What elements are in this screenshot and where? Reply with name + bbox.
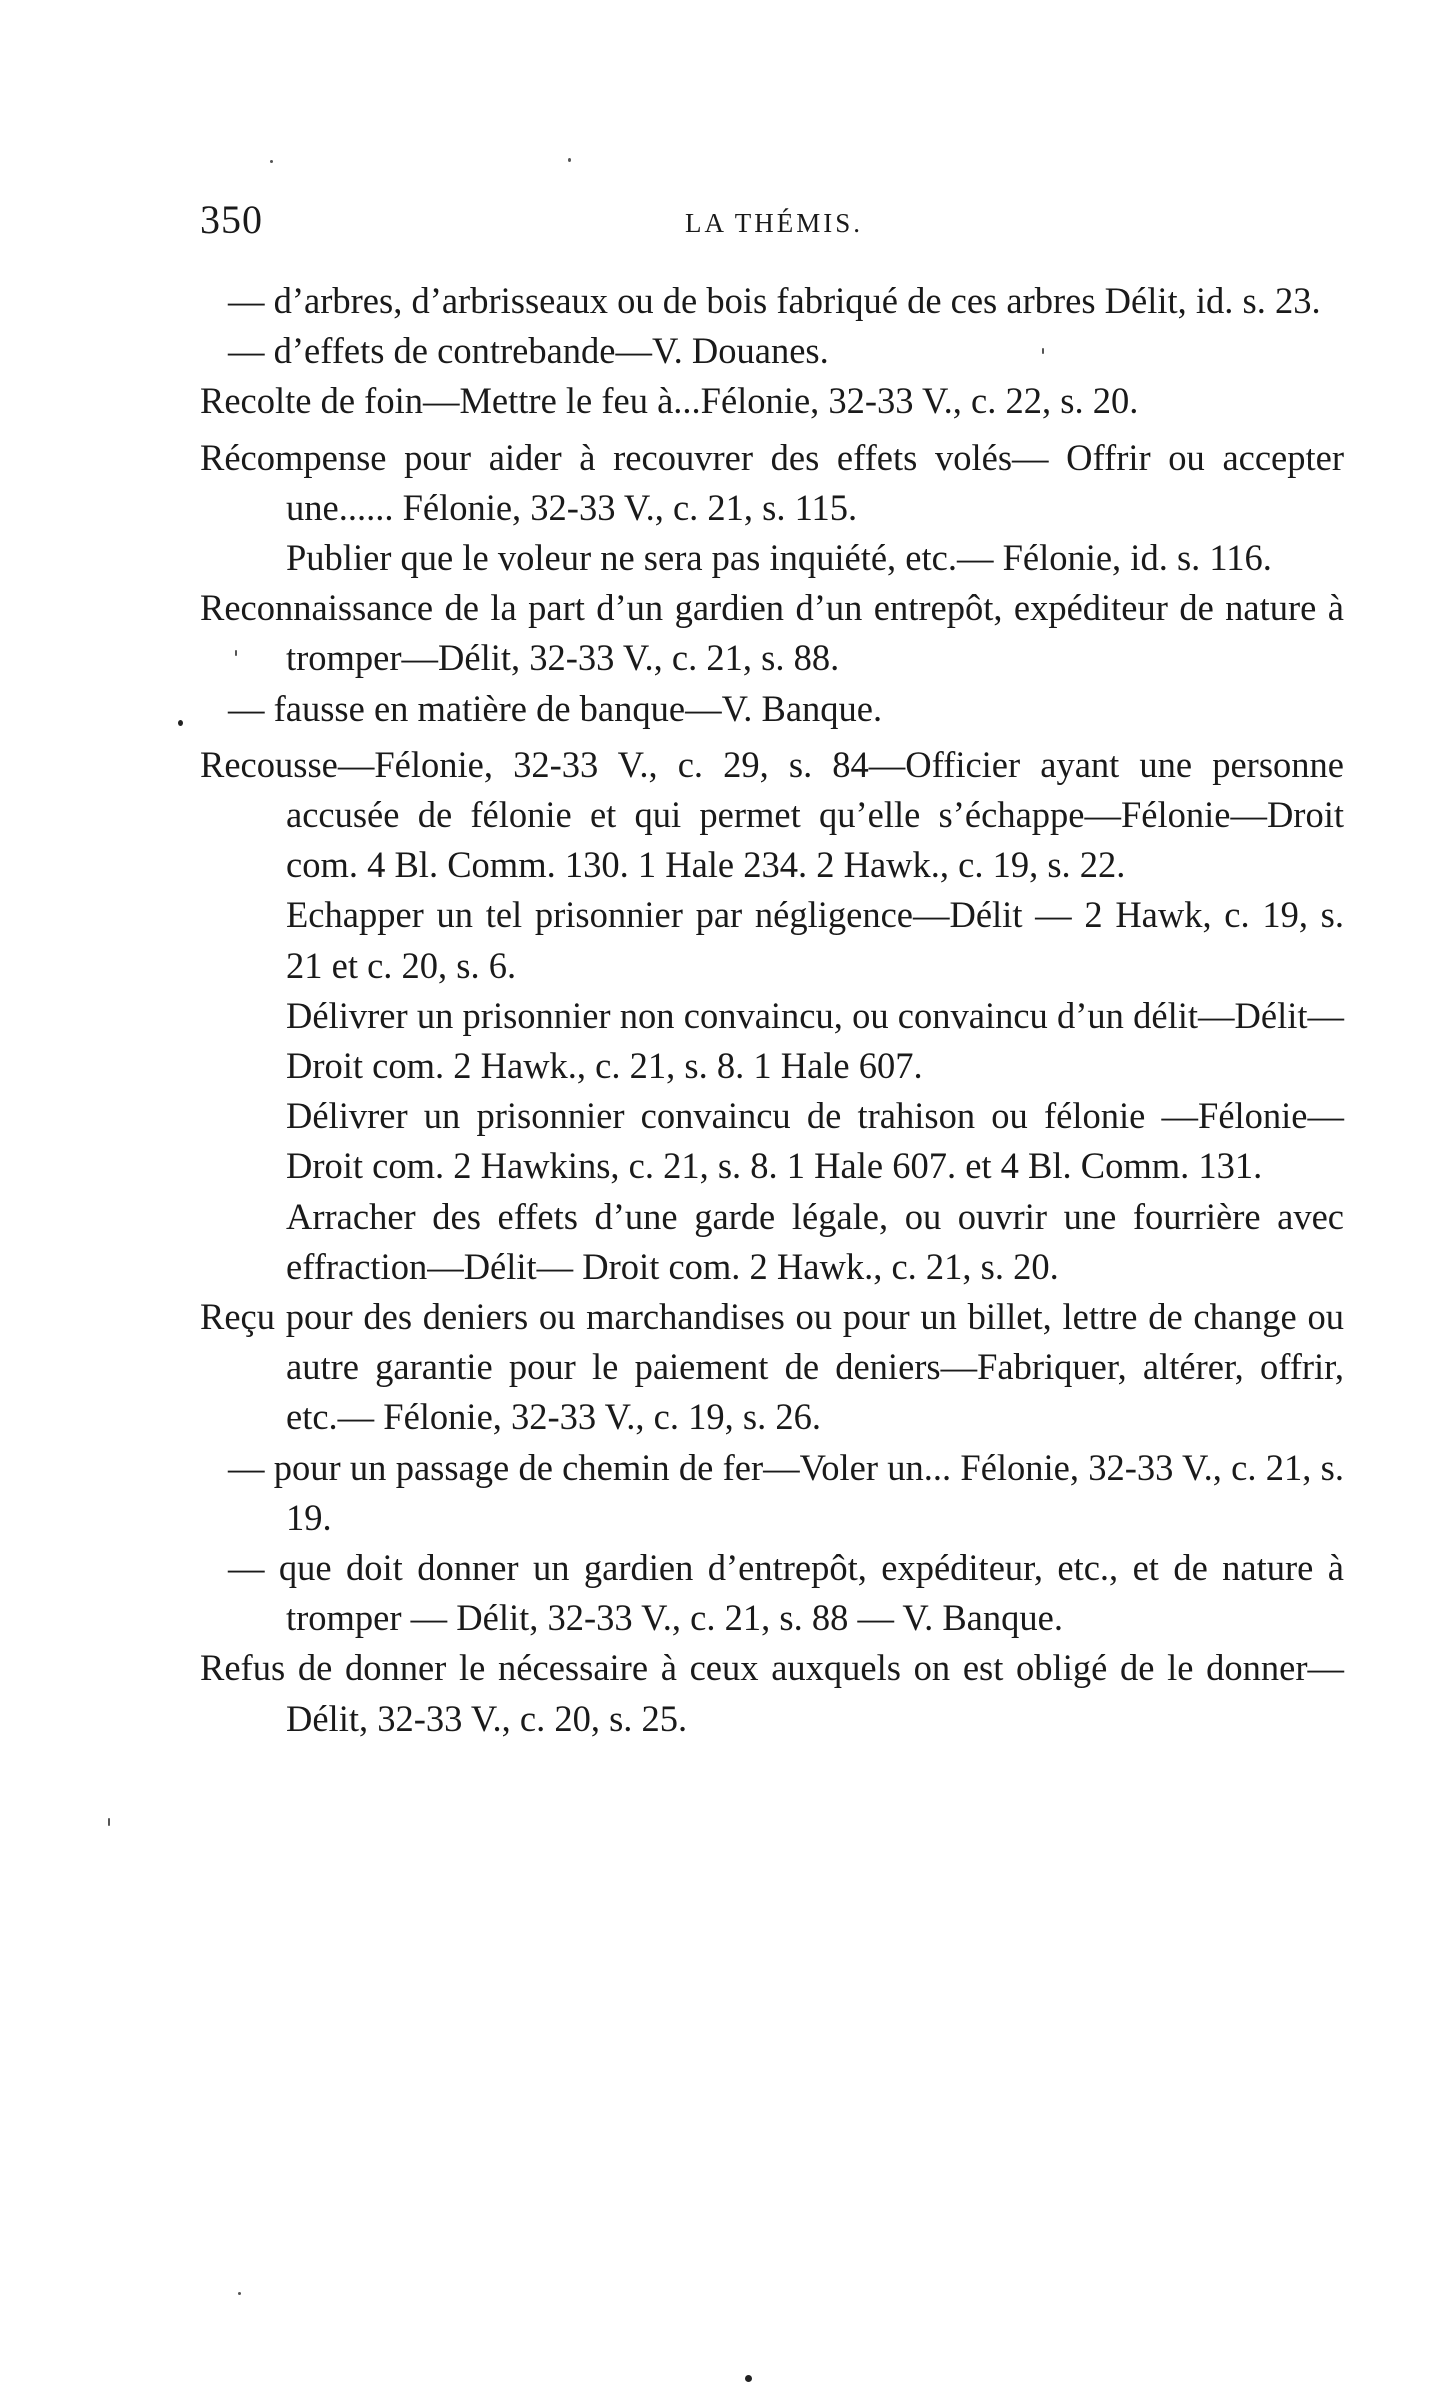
scan-speck [270, 160, 273, 163]
page-header [200, 196, 1350, 256]
page-number: 350 [200, 197, 263, 242]
scan-speck [568, 158, 571, 162]
running-head: LA THÉMIS. [685, 208, 864, 238]
scan-speck [238, 2292, 241, 2295]
entry-main: Refus de donner le nécessaire à ceux auxquels on est obligé de le donner—Délit, 32-33 V., c. 20, s. 25. [200, 1647, 1344, 1739]
scan-speck [108, 1818, 110, 1826]
entry-paragraph: Délivrer un prisonnier convaincu de trahison ou félonie —Félonie—Droit com. 2 Hawkins, c. 21, s. 8. 1 Hale 607. et 4 Bl. Comm. 131. [286, 1095, 1344, 1187]
entry-sub: — d’effets de contrebande—V. Douanes. [228, 330, 829, 372]
entry-sub: — fausse en matière de banque—V. Banque. [228, 687, 883, 729]
entry-main: Reçu pour des deniers ou marchandises ou pour un billet, lettre de change ou autre garantie pour le paiement de deniers—Fabriquer, altérer, offrir, etc.— Félonie, 32-33 V., c. 19, s. 26. [200, 1296, 1344, 1438]
entry-main: Recolte de foin—Mettre le feu à...Félonie, 32-33 V., c. 22, s. 20. [200, 380, 1139, 422]
entry-sub: — pour un passage de chemin de fer—Voler un... Félonie, 32-33 V., c. 21, s. 19. [228, 1446, 1344, 1538]
entry-main: Reconnaissance de la part d’un gardien d’un entrepôt, expéditeur de nature à tromper—Délit, 32-33 V., c. 21, s. 88. [200, 587, 1344, 679]
entry-main: Récompense pour aider à recouvrer des effets volés— Offrir ou accepter une...... Félonie, 32-33 V., c. 21, s. 115. [200, 436, 1344, 528]
entry-sub: — que doit donner un gardien d’entrepôt, expéditeur, etc., et de nature à tromper — Délit, 32-33 V., c. 21, s. 88 — V. Banque. [228, 1547, 1344, 1639]
index-entries [200, 276, 1344, 1744]
entry-paragraph: Délivrer un prisonnier non convaincu, ou convaincu d’un délit—Délit— Droit com. 2 Hawk., c. 21, s. 8. 1 Hale 607. [286, 994, 1344, 1087]
entry-paragraph: Publier que le voleur ne sera pas inquiété, etc.— Félonie, id. s. 116. [286, 537, 1272, 579]
scan-speck [235, 650, 237, 656]
entry-paragraph: Arracher des effets d’une garde légale, ou ouvrir une fourrière avec effraction—Délit— Droit com. 2 Hawk., c. 21, s. 20. [286, 1195, 1344, 1287]
entry-paragraph: Echapper un tel prisonnier par négligence—Délit — 2 Hawk, c. 19, s. 21 et c. 20, s. 6. [286, 894, 1344, 986]
scan-speck [1042, 348, 1044, 354]
scan-speck [745, 2375, 752, 2382]
entry-main: Recousse—Félonie, 32-33 V., c. 29, s. 84—Officier ayant une personne accusée de félonie et qui permet qu’elle s’échappe—Félonie—Droit com. 4 Bl. Comm. 130. 1 Hale 234. 2 Hawk., c. 19, s. 22. [200, 743, 1344, 886]
entry-sub: — d’arbres, d’arbrisseaux ou de bois fabriqué de ces arbres Délit, id. s. 23. [228, 280, 1321, 321]
scan-speck [178, 720, 183, 726]
